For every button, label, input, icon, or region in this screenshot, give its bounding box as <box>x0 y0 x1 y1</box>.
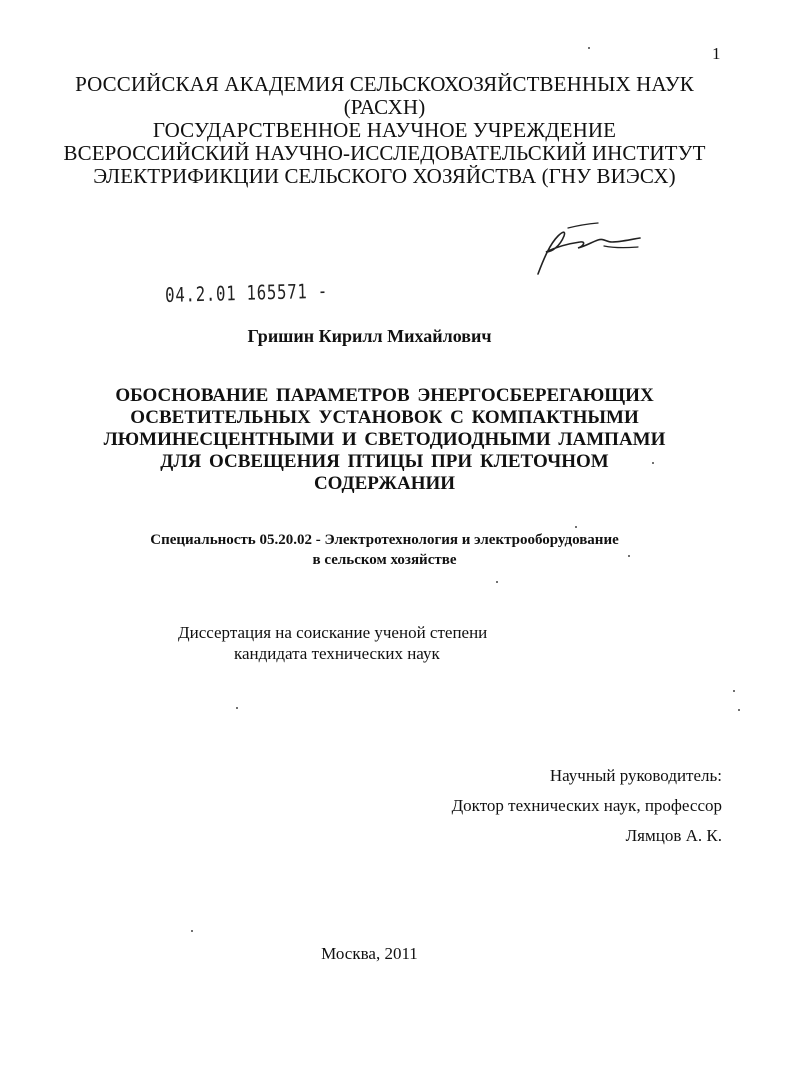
handwritten-signature <box>528 218 648 278</box>
title-line: СОДЕРЖАНИИ <box>313 473 456 494</box>
scientific-advisor <box>452 761 722 851</box>
organization-line: ГОСУДАРСТВЕННОЕ НАУЧНОЕ УЧРЕЖДЕНИЕ <box>152 118 617 142</box>
organization-line: РОССИЙСКАЯ АКАДЕМИЯ СЕЛЬСКОХОЗЯЙСТВЕННЫХ НАУК <box>75 72 694 96</box>
organization-line: ВСЕРОССИЙСКИЙ НАУЧНО-ИССЛЕДОВАТЕЛЬСКИЙ ИНСТИТУТ <box>63 141 706 165</box>
title-line: ДЛЯ ОСВЕЩЕНИЯ ПТИЦЫ ПРИ КЛЕТОЧНОМ <box>160 451 609 472</box>
title-line: ОСВЕТИТЕЛЬНЫХ УСТАНОВОК С КОМПАКТНЫМИ <box>130 407 639 428</box>
dissertation-title <box>0 385 799 495</box>
degree-statement <box>178 622 487 664</box>
specialty <box>0 530 799 570</box>
page-number: 1 <box>712 44 721 63</box>
specialty-line: Специальность 05.20.02 - Электротехнология и электрооборудование <box>150 532 619 548</box>
archive-stamp-number: 04.2.01 165571 - <box>165 278 329 307</box>
title-line: ОБОСНОВАНИЕ ПАРАМЕТРОВ ЭНЕРГОСБЕРЕГАЮЩИХ <box>115 385 654 406</box>
scan-speck <box>628 555 630 557</box>
advisor-label: Научный руководитель: <box>549 766 722 785</box>
organization-header <box>0 73 799 188</box>
organization-line: ЭЛЕКТРИФИКЦИИ СЕЛЬСКОГО ХОЗЯЙСТВА (ГНУ ВИЭСХ) <box>93 164 676 188</box>
degree-line: кандидата технических наук <box>234 644 440 663</box>
scan-speck <box>738 709 740 711</box>
scan-speck <box>236 707 238 709</box>
scan-speck <box>575 526 577 528</box>
advisor-title: Доктор технических наук, профессор <box>451 796 722 815</box>
scan-speck <box>496 581 498 583</box>
advisor-name: Лямцов А. К. <box>625 826 722 845</box>
title-line: ЛЮМИНЕСЦЕНТНЫМИ И СВЕТОДИОДНЫМИ ЛАМПАМИ <box>103 429 666 450</box>
scan-speck <box>733 690 735 692</box>
author-name: Гришин Кирилл Михайлович <box>247 326 492 346</box>
city-and-year: Москва, 2011 <box>321 944 418 963</box>
scan-speck <box>588 47 590 49</box>
organization-line: (РАСХН) <box>343 95 426 119</box>
scan-speck <box>191 930 193 932</box>
degree-line: Диссертация на соискание ученой степени <box>178 623 488 642</box>
scan-speck <box>652 462 654 464</box>
specialty-line: в сельском хозяйстве <box>312 552 457 568</box>
